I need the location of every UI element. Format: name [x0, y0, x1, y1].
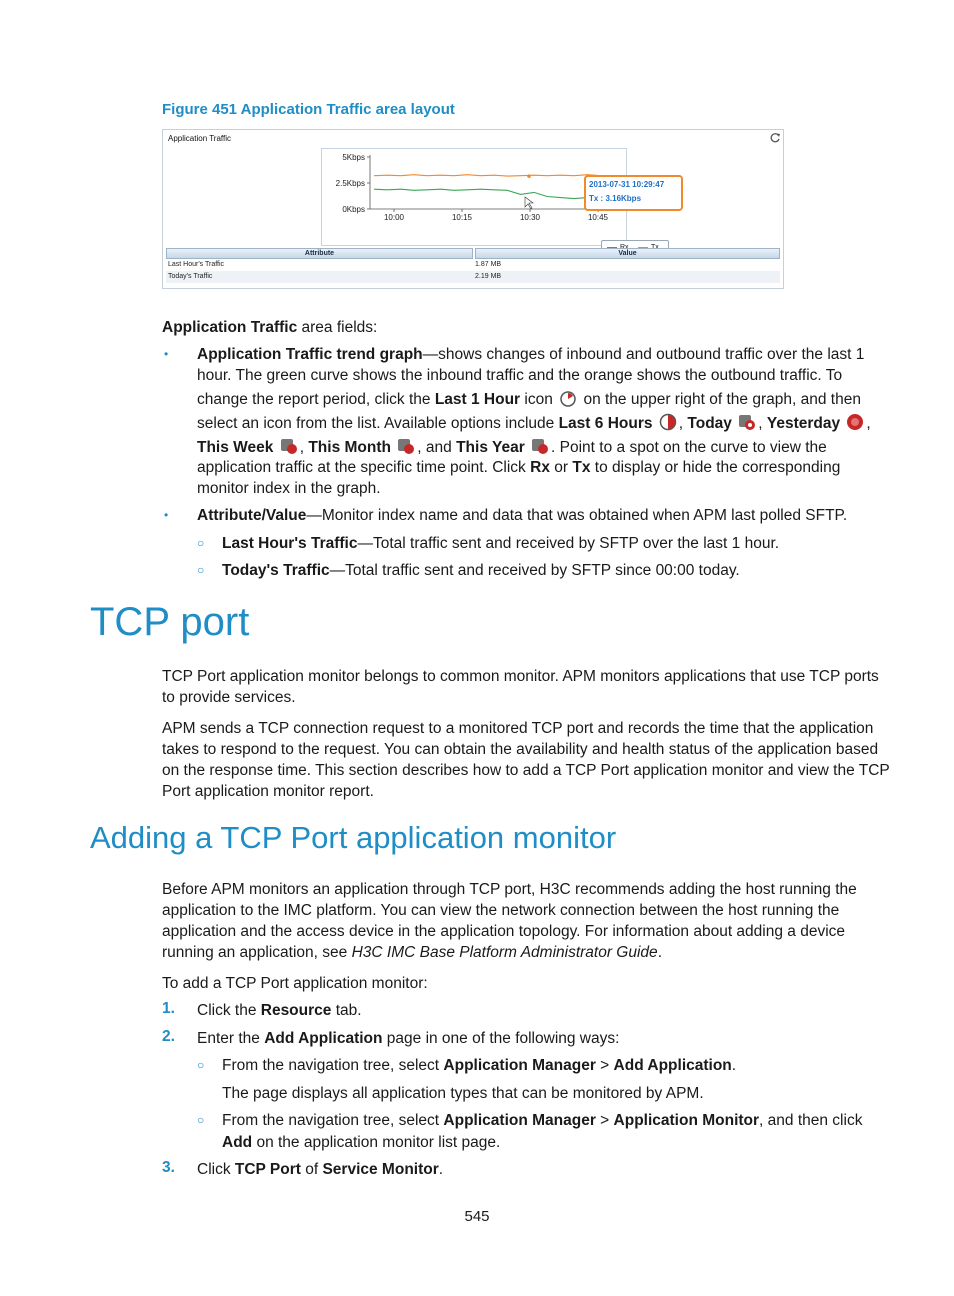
paragraph-3-line-2: application to the IMC platform. You can view the network connection between the host running the	[162, 902, 840, 919]
step-1	[197, 1000, 362, 1021]
text: .	[731, 1057, 737, 1074]
page-number: 545	[464, 1208, 490, 1225]
sub-bullet-1	[222, 533, 779, 554]
bullet-1-line-3	[197, 388, 861, 410]
series-line-rx	[374, 189, 614, 198]
term: Today's Traffic	[222, 562, 330, 579]
step-number: 2.	[162, 1028, 175, 1045]
term: Attribute/Value	[197, 507, 307, 524]
x-tick-label: 10:30	[519, 213, 541, 222]
figure-caption: Figure 451 Application Traffic area layout	[162, 101, 455, 118]
last-6-hours-icon	[658, 412, 678, 432]
paragraph-3-line-1: Before APM monitors an application through TCP port, H3C recommends adding the host running the	[162, 881, 857, 898]
tooltip-time: 2013-07-31 10:29:47	[589, 180, 665, 189]
step-2-option-1-note: The page displays all application types that can be monitored by APM.	[222, 1085, 704, 1102]
bullet-1-line-5	[197, 436, 827, 458]
term: Application Monitor	[613, 1112, 760, 1129]
y-tick-label: 0Kbps	[342, 205, 365, 214]
paragraph-1-line-1: TCP Port application monitor belongs to common monitor. APM monitors applications that use TCP ports	[162, 668, 879, 685]
last-1-hour-icon	[558, 388, 578, 408]
text: —shows changes of inbound and outbound traffic over the last 1	[422, 346, 865, 363]
panel-title: Application Traffic	[168, 134, 231, 143]
text: Click the	[197, 1002, 261, 1019]
text: select an icon from the list. Available options include	[197, 415, 559, 432]
header-value[interactable]: Value	[475, 248, 780, 259]
text: , and then click	[759, 1112, 863, 1129]
yesterday-icon	[845, 412, 865, 432]
row-value: 1.87 MB	[475, 261, 502, 268]
y-tick-label: 2.5Kbps	[335, 179, 365, 188]
subsection-heading: Adding a TCP Port application monitor	[90, 820, 617, 855]
text: of	[300, 1161, 323, 1178]
text: on the application monitor list page.	[252, 1134, 501, 1151]
bullet-1-line-6	[197, 457, 840, 478]
chart-tooltip	[584, 175, 683, 211]
sub-bullet: ○	[197, 1058, 205, 1072]
traffic-chart	[321, 148, 665, 246]
bullet: •	[164, 508, 169, 522]
term: Service Monitor	[322, 1161, 439, 1178]
application-traffic-panel	[162, 129, 784, 289]
sub-bullet: ○	[197, 536, 205, 550]
text: or	[549, 459, 573, 476]
term: This Year	[456, 439, 525, 456]
term: Yesterday	[766, 415, 841, 432]
text: From the navigation tree, select	[222, 1112, 444, 1129]
bullet-2	[197, 505, 847, 526]
text: area fields:	[297, 319, 378, 336]
term: Today	[687, 415, 732, 432]
x-tick-label: 10:45	[587, 213, 609, 222]
row-attribute: Last Hour's Traffic	[168, 261, 225, 268]
section-heading: TCP port	[90, 600, 250, 644]
table-row	[166, 271, 780, 283]
term: Application Manager	[443, 1112, 596, 1129]
bullet-1-line-2: hour. The green curve shows the inbound traffic and the orange shows the outbound traffic. To	[197, 367, 843, 384]
paragraph-2-line-3: on the response time. This section describes how to add a TCP Port application monitor and view the TCP	[162, 762, 890, 779]
text: —Monitor index name and data that was obtained when APM last polled SFTP.	[306, 507, 848, 524]
term: Last 6 Hours	[558, 415, 653, 432]
guide-title: H3C IMC Base Platform Administrator Guide	[351, 944, 658, 961]
table-header	[166, 248, 780, 259]
step-2	[197, 1028, 619, 1049]
term: Application Manager	[443, 1057, 596, 1074]
this-week-icon	[279, 436, 299, 456]
this-year-icon	[530, 436, 550, 456]
tooltip-value: Tx : 3.16Kbps	[589, 194, 642, 203]
step-2-option-1	[222, 1055, 736, 1076]
term: Tx	[572, 459, 591, 476]
bullet-1-line-1	[197, 344, 864, 365]
cursor-icon	[525, 197, 533, 209]
text: —Total traffic sent and received by SFTP over the last 1 hour.	[357, 535, 780, 552]
sub-bullet: ○	[197, 563, 205, 577]
row-attribute: Today's Traffic	[168, 273, 213, 280]
term: Add	[222, 1134, 253, 1151]
series-line-tx	[374, 175, 614, 176]
traffic-chart-svg	[322, 149, 626, 245]
term: TCP Port	[234, 1161, 301, 1178]
text: icon	[520, 391, 558, 408]
term: Rx	[530, 459, 550, 476]
text: . Point to a spot on the curve to view the	[551, 439, 827, 456]
this-month-icon	[396, 436, 416, 456]
fields-intro	[162, 317, 377, 338]
step-3	[197, 1159, 443, 1180]
text: to display or hide the corresponding	[590, 459, 841, 476]
bullet-1-line-4	[197, 412, 871, 434]
term: Application Traffic	[162, 319, 298, 336]
paragraph-4: To add a TCP Port application monitor:	[162, 975, 428, 992]
text: on the upper right of the graph, and then	[579, 391, 861, 408]
x-tick-label: 10:15	[451, 213, 473, 222]
paragraph-3-line-3: application and the access device in the application topology. For information about adding a device	[162, 923, 846, 940]
paragraph-2-line-1: APM sends a TCP connection request to a monitored TCP port and records the time that the application	[162, 720, 874, 737]
table-row	[166, 259, 780, 271]
sub-bullet-2	[222, 560, 740, 581]
text: ,	[866, 415, 871, 432]
text: .	[657, 944, 662, 961]
step-number: 1.	[162, 1000, 175, 1017]
header-attribute[interactable]: Attribute	[166, 248, 473, 259]
row-value: 2.19 MB	[475, 273, 502, 280]
hover-point	[527, 174, 531, 178]
text: tab.	[331, 1002, 362, 1019]
refresh-icon[interactable]	[769, 132, 781, 144]
paragraph-1-line-2: to provide services.	[162, 689, 296, 706]
text: application traffic at the specific time point. Click	[197, 459, 531, 476]
text: ,	[299, 439, 309, 456]
term: Add Application	[264, 1030, 383, 1047]
text: .	[438, 1161, 444, 1178]
term: This Month	[308, 439, 391, 456]
text: >	[595, 1112, 614, 1129]
text: , and	[417, 439, 457, 456]
paragraph-2-line-2: takes to respond to the request. You can obtain the availability and health status of the application based	[162, 741, 879, 758]
step-number: 3.	[162, 1159, 175, 1176]
term: Add Application	[613, 1057, 732, 1074]
text: Enter the	[197, 1030, 265, 1047]
sub-bullet: ○	[197, 1113, 205, 1127]
term: Resource	[260, 1002, 332, 1019]
bullet-1-line-7: monitor index in the graph.	[197, 480, 381, 497]
step-2-option-2-line-2	[222, 1132, 500, 1153]
bullet: •	[164, 347, 169, 361]
text: page in one of the following ways:	[382, 1030, 620, 1047]
text: running an application, see	[162, 944, 352, 961]
text: From the navigation tree, select	[222, 1057, 444, 1074]
text: ,	[758, 415, 767, 432]
text: change the report period, click the	[197, 391, 435, 408]
term: Last Hour's Traffic	[222, 535, 358, 552]
text: >	[595, 1057, 614, 1074]
text: —Total traffic sent and received by SFTP since 00:00 today.	[329, 562, 740, 579]
y-tick-label: 5Kbps	[342, 153, 365, 162]
text: Click	[197, 1161, 235, 1178]
term: Application Traffic trend graph	[197, 346, 423, 363]
today-icon	[737, 412, 757, 432]
x-tick-label: 10:00	[383, 213, 405, 222]
paragraph-3-line-4	[162, 942, 662, 963]
attribute-table	[166, 248, 780, 283]
step-2-option-2-line-1	[222, 1110, 862, 1131]
term: Last 1 Hour	[434, 391, 521, 408]
text: ,	[678, 415, 688, 432]
term: This Week	[197, 439, 274, 456]
paragraph-2-line-4: Port application monitor report.	[162, 783, 374, 800]
